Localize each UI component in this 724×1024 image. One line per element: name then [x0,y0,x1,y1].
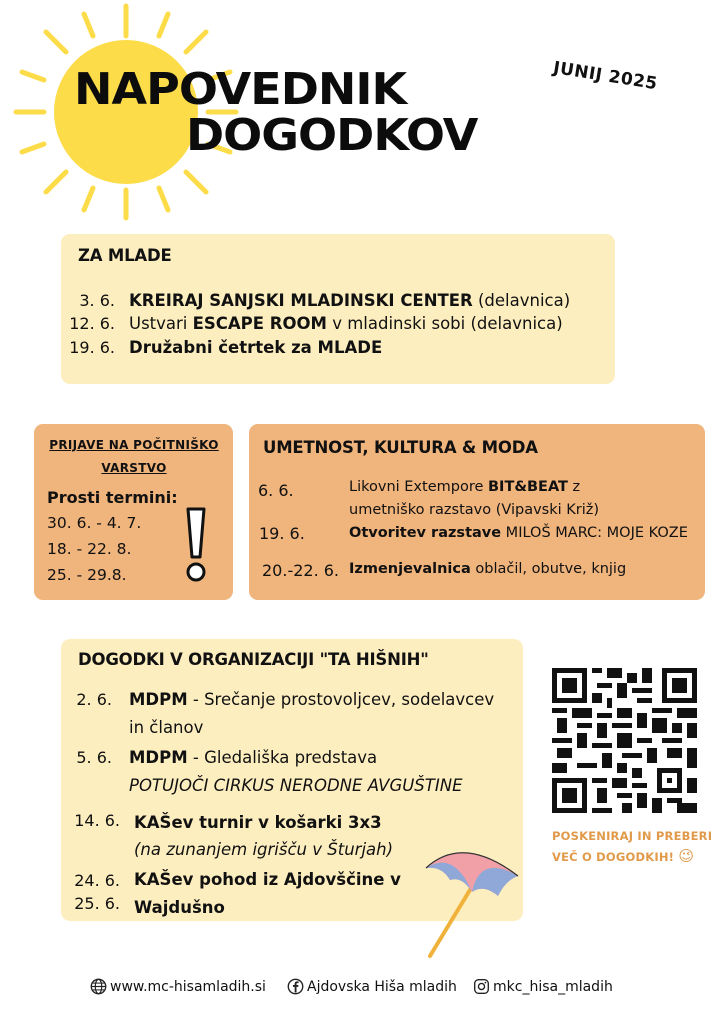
umetnost-event-2: Otvoritev razstave MILOŠ MARC: MOJE KOZE [349,525,688,541]
umetnost-event-1-line2: umetniško razstavo (Vipavski Križ) [349,502,600,518]
umetnost-event-3: Izmenjevalnica oblačil, obutve, knjig [349,561,627,577]
footer-instagram[interactable] [473,978,613,995]
qr-caption [552,826,712,867]
wink-emoji-icon: 😉 [678,847,695,865]
mlade-date-1: 3. 6. [79,291,115,310]
umetnost-date-2: 19. 6. [259,524,305,543]
title-line-1: NAPOVEDNIK [74,63,407,115]
qr-code[interactable] [552,668,697,813]
hisni-event-3: KAŠev turnir v košarki 3x3 [134,813,382,832]
hisni-date-2: 5. 6. [76,748,112,767]
instagram-icon [473,978,490,995]
free-slot-1: 30. 6. - 4. 7. [47,514,142,532]
prijave-title[interactable]: PRIJAVE NA POČITNIŠKO VARSTVO [49,438,219,475]
website-text[interactable]: www.mc-hisamladih.si [110,978,266,995]
footer-website[interactable] [90,978,266,995]
umetnost-title: UMETNOST, KULTURA & MODA [263,438,538,457]
hisni-date-4: 24. 6. [74,871,120,890]
free-slot-3: 25. - 29.8. [47,566,127,584]
qr-caption-line-1: POSKENIRAJ IN PREBERI [552,829,713,843]
hisni-event-4: KAŠev pohod iz Ajdovščine v [134,870,401,889]
free-slots-title: Prosti termini: [47,488,178,507]
free-slot-2: 18. - 22. 8. [47,540,132,558]
month-label: JUNIJ 2025 [551,58,659,95]
hisni-date-5: 25. 6. [74,894,120,913]
facebook-text[interactable]: Ajdovska Hiša mladih [307,978,457,995]
mlade-event-3: Družabni četrtek za MLADE [129,338,383,357]
umbrella-icon [418,840,523,960]
mlade-date-2: 12. 6. [69,314,115,333]
mlade-title: ZA MLADE [78,246,172,265]
hisni-event-1-line2: in članov [129,718,204,737]
hisni-event-3-line2: (na zunanjem igrišču v Šturjah) [134,840,394,859]
instagram-text[interactable]: mkc_hisa_mladih [493,978,613,995]
footer-facebook[interactable] [287,978,457,995]
exclamation-icon [182,505,210,585]
hisni-event-2-line2: POTUJOČI CIRKUS NERODNE AVGUŠTINE [129,776,463,795]
mlade-event-2: Ustvari ESCAPE ROOM v mladinski sobi (delavnica) [129,314,563,333]
hisni-event-4-line2: Wajdušno [134,898,225,917]
qr-caption-line-2: VEČ O DOGODKIH! 😉 [552,847,695,865]
hisni-date-3: 14. 6. [74,811,120,830]
mlade-event-1: KREIRAJ SANJSKI MLADINSKI CENTER (delavnica) [129,291,571,310]
umetnost-date-1: 6. 6. [258,481,294,500]
facebook-icon [287,978,304,995]
umetnost-date-3: 20.-22. 6. [262,561,340,580]
umetnost-event-1: Likovni Extempore BIT&BEAT z [349,479,581,495]
title-line-2: DOGODKOV [186,109,478,161]
hisni-title: DOGODKI V ORGANIZACIJI "TA HIŠNIH" [78,650,429,669]
hisni-date-1: 2. 6. [76,690,112,709]
hisni-event-2: MDPM - Gledališka predstava [129,748,378,767]
globe-icon [90,978,107,995]
mlade-date-3: 19. 6. [69,338,115,357]
hisni-event-1: MDPM - Srečanje prostovoljcev, sodelavcev [129,690,495,709]
